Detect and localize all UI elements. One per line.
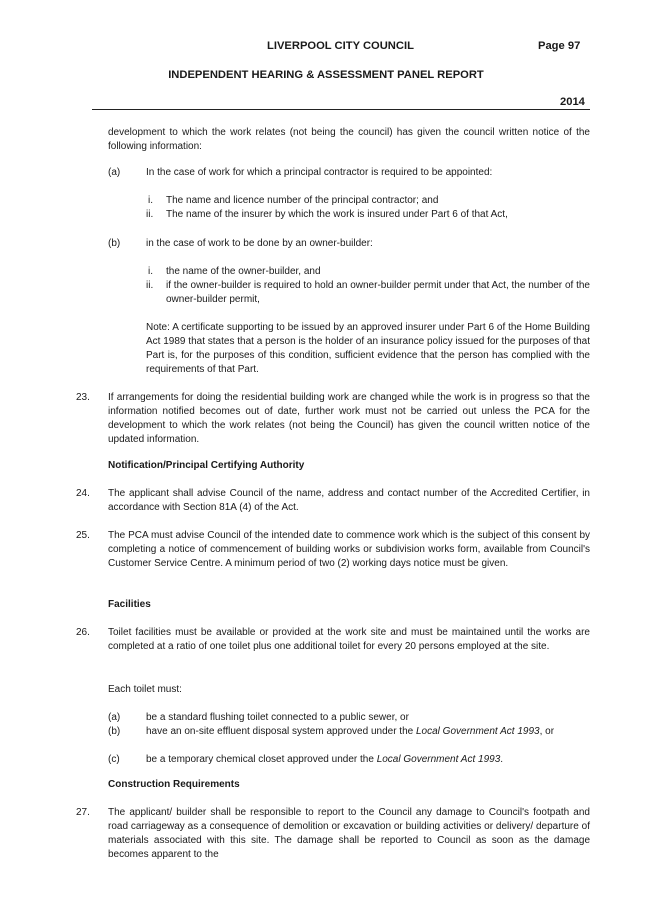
header-year: 2014 bbox=[560, 96, 585, 108]
header-report-title: INDEPENDENT HEARING & ASSESSMENT PANEL REPORT bbox=[168, 69, 484, 81]
header-divider bbox=[92, 109, 590, 110]
condition-23-text: If arrangements for doing the residential building work are changed while the work is in progress so that the information notified becomes out of date, further work must not be carried out unless the PCA for the development to which the work relates (not being the Council) has given the council written notice of the updated information. bbox=[108, 392, 590, 445]
toilet-item-c-text bbox=[146, 753, 590, 767]
toilet-item-c-tail: . bbox=[500, 754, 504, 765]
condition-25-number: 25. bbox=[76, 530, 90, 541]
toilet-item-a-label: (a) bbox=[108, 712, 121, 723]
item-a-label: (a) bbox=[108, 167, 121, 178]
toilet-item-b-act: Local Government Act 1993 bbox=[416, 726, 540, 737]
condition-27-number: 27. bbox=[76, 807, 90, 818]
item-b-sub-2-label: ii. bbox=[146, 280, 154, 291]
toilet-item-b-tail: , or bbox=[539, 726, 555, 737]
item-a-text: In the case of work for which a principal contractor is required to be appointed: bbox=[146, 167, 493, 178]
heading-construction: Construction Requirements bbox=[108, 779, 240, 790]
item-b-sub-1-text: the name of the owner-builder, and bbox=[166, 266, 321, 277]
condition-25-text: The PCA must advise Council of the intended date to commence work which is the subject of this consent by completing a notice of commencement of building works or subdivision works form, available from Council's Customer Service Centre. A minimum period of two (2) working days notice must be given. bbox=[108, 530, 590, 569]
condition-26-each: Each toilet must: bbox=[108, 684, 182, 695]
toilet-item-c-label: (c) bbox=[108, 754, 120, 765]
item-a-sub-2-text: The name of the insurer by which the work is insured under Part 6 of that Act, bbox=[166, 209, 508, 220]
header-page-number: Page 97 bbox=[538, 40, 581, 52]
toilet-item-b-text bbox=[146, 725, 590, 739]
toilet-item-b-label: (b) bbox=[108, 726, 121, 737]
heading-facilities: Facilities bbox=[108, 599, 151, 610]
header-council-name: LIVERPOOL CITY COUNCIL bbox=[267, 40, 414, 52]
toilet-item-c-plain: be a temporary chemical closet approved under the bbox=[146, 754, 377, 765]
item-a-sub-2-label: ii. bbox=[146, 209, 154, 220]
condition-27-text: The applicant/ builder shall be responsible to report to the Council any damage to Council's footpath and road carriageway as a consequence of demolition or excavation or building activities or delivery/ departure of materials associated with this site. The damage shall be reported to Council as soon as the damage becomes apparent to the bbox=[108, 807, 590, 860]
item-b-label: (b) bbox=[108, 238, 121, 249]
heading-notification: Notification/Principal Certifying Authority bbox=[108, 460, 305, 471]
item-a-sub-1-text: The name and licence number of the principal contractor; and bbox=[166, 195, 439, 206]
item-b-note: Note: A certificate supporting to be issued by an approved insurer under Part 6 of the Home Building Act 1989 that states that a person is the holder of an insurance policy issued for the purposes of that Part is, for the purposes of this condition, sufficient evidence that the person has complied with the requirements of that Part. bbox=[146, 322, 590, 375]
condition-24-number: 24. bbox=[76, 488, 90, 499]
condition-23-number: 23. bbox=[76, 392, 90, 403]
item-a-sub-1-label: i. bbox=[148, 195, 153, 206]
item-b-sub-1-label: i. bbox=[148, 266, 153, 277]
item-b-text: in the case of work to be done by an owner-builder: bbox=[146, 238, 373, 249]
condition-24-text: The applicant shall advise Council of the name, address and contact number of the Accredited Certifier, in accordance with Section 81A (4) of the Act. bbox=[108, 488, 590, 513]
item-b-sub-2-text: if the owner-builder is required to hold an owner-builder permit under that Act, the number of the owner-builder permit, bbox=[166, 280, 590, 305]
condition-26-text: Toilet facilities must be available or provided at the work site and must be maintained until the works are completed at a ratio of one toilet plus one additional toilet for every 20 persons employed at the site. bbox=[108, 627, 590, 652]
toilet-item-c-act: Local Government Act 1993 bbox=[376, 754, 501, 765]
intro-paragraph: development to which the work relates (not being the council) has given the council written notice of the following information: bbox=[108, 127, 590, 152]
condition-26-number: 26. bbox=[76, 627, 90, 638]
toilet-item-a-text: be a standard flushing toilet connected to a public sewer, or bbox=[146, 712, 409, 723]
toilet-item-b-plain: have an on-site effluent disposal system approved under the bbox=[146, 726, 416, 737]
